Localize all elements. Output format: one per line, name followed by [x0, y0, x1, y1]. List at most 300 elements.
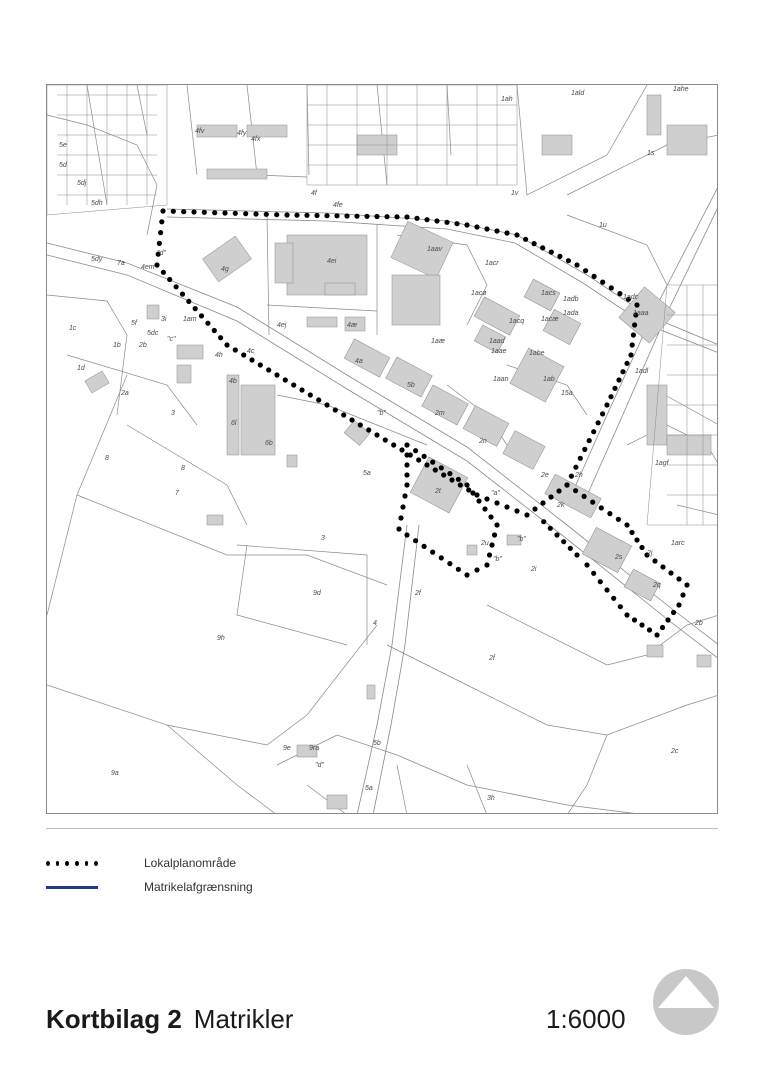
boundary-dot: [174, 284, 179, 289]
boundary-dot: [274, 372, 279, 377]
boundary-dot: [181, 209, 186, 214]
parcel-label: 2j: [647, 550, 653, 557]
parcel-label: 1adl: [635, 368, 649, 375]
boundary-dot: [193, 306, 198, 311]
road-label: "b": [493, 556, 502, 563]
parcel-label: 8: [105, 455, 109, 462]
parcel-label: 9ra: [309, 745, 320, 752]
boundary-dot: [632, 322, 637, 327]
boundary-dot: [404, 442, 409, 447]
parcel-label: 1abe: [529, 350, 545, 357]
boundary-dot: [344, 213, 349, 218]
boundary-dot: [294, 213, 299, 218]
boundary-dot: [243, 211, 248, 216]
parcel-label: 2a: [121, 390, 129, 397]
boundary-dot: [299, 387, 304, 392]
boundary-dot: [604, 587, 609, 592]
parcel-label: 4f: [311, 190, 317, 197]
boundary-dot: [504, 230, 509, 235]
boundary-dot: [160, 208, 165, 213]
parcel-label: 2t: [435, 488, 441, 495]
cadastral-map: [47, 85, 718, 814]
map-frame: [46, 84, 718, 814]
title-main: Kortbilag 2: [46, 1004, 182, 1034]
parcel-label: 1ab: [543, 376, 555, 383]
parcel-label: 15a: [561, 390, 573, 397]
parcel-label: 4ei: [327, 258, 337, 265]
parcel-label: 2c: [671, 748, 679, 755]
road-label: "a": [491, 490, 500, 497]
boundary-dot: [283, 377, 288, 382]
boundary-dot: [647, 627, 652, 632]
parcel-label: 1aad: [489, 338, 505, 345]
parcel-label: 3i: [161, 316, 167, 323]
parcel-label: 9e: [283, 745, 291, 752]
boundary-dot: [532, 506, 537, 511]
parcel-label: 1ah: [501, 96, 513, 103]
parcel-label: 1agf: [655, 460, 669, 467]
boundary-dot: [191, 209, 196, 214]
boundary-dot: [218, 335, 223, 340]
boundary-dot: [584, 562, 589, 567]
parcel-label: 1d: [77, 365, 85, 372]
boundary-dot: [631, 332, 636, 337]
legend-matrikel-label: Matrikelafgrænsning: [144, 880, 253, 894]
boundary-dot: [634, 537, 639, 542]
boundary-dot: [573, 488, 578, 493]
boundary-dot: [573, 465, 578, 470]
boundary-dot: [598, 579, 603, 584]
boundary-dot: [630, 342, 635, 347]
boundary-dot: [224, 342, 229, 347]
parcel-label: 4ej: [277, 322, 287, 329]
parcel-label: 5a: [365, 785, 373, 792]
boundary-dot: [222, 210, 227, 215]
boundary-dot: [167, 277, 172, 282]
parcel-label: 5b: [373, 740, 381, 747]
boundary-dot: [607, 511, 612, 516]
boundary-dot: [541, 519, 546, 524]
boundary-dot: [624, 522, 629, 527]
boundary-dot: [668, 570, 673, 575]
boundary-dot: [158, 230, 163, 235]
map-scale: 1:6000: [546, 1004, 626, 1034]
boundary-dot: [400, 504, 405, 509]
boundary-dot: [434, 218, 439, 223]
legend-plan-area-label: Lokalplanområde: [144, 856, 237, 870]
parcel-label: 5a: [363, 470, 371, 477]
boundary-dot: [639, 545, 644, 550]
parcel-label: 5dc: [147, 330, 159, 337]
boundary-dot: [416, 457, 421, 462]
boundary-dot: [652, 558, 657, 563]
boundary-dot: [616, 517, 621, 522]
boundary-dot: [404, 532, 409, 537]
parcel-label: 4: [373, 620, 377, 627]
boundary-dot: [612, 386, 617, 391]
boundary-dot: [634, 302, 639, 307]
boundary-dot: [157, 241, 162, 246]
boundary-dot: [444, 220, 449, 225]
parcel-label: 2f: [489, 655, 495, 662]
boundary-dot: [233, 347, 238, 352]
boundary-dot: [600, 411, 605, 416]
boundary-dot: [264, 212, 269, 217]
boundary-dot: [458, 482, 463, 487]
boundary-dot: [488, 514, 493, 519]
boundary-dot: [632, 617, 637, 622]
boundary-dot: [464, 572, 469, 577]
boundary-dot: [566, 258, 571, 263]
parcel-label: 4c: [247, 348, 255, 355]
boundary-dot: [449, 477, 454, 482]
parcel-label: 4fx: [251, 136, 261, 143]
parcel-label: 1adc: [623, 294, 639, 301]
boundary-dot: [333, 407, 338, 412]
map-title: [46, 1004, 293, 1035]
boundary-dot: [456, 567, 461, 572]
boundary-dot: [532, 241, 537, 246]
boundary-dot: [660, 564, 665, 569]
boundary-dot: [494, 500, 499, 505]
road-label: "d": [157, 250, 166, 257]
road-label: "b": [377, 410, 386, 417]
parcel-label: 1b: [113, 342, 121, 349]
parcel-label: 2h: [575, 472, 583, 479]
boundary-dot: [665, 617, 670, 622]
boundary-dot: [349, 417, 354, 422]
boundary-dot: [424, 217, 429, 222]
boundary-dot: [484, 562, 489, 567]
boundary-dot: [494, 522, 499, 527]
boundary-dot: [671, 610, 676, 615]
boundary-dot: [624, 361, 629, 366]
boundary-dot: [404, 482, 409, 487]
boundary-dot: [609, 285, 614, 290]
parcel-label: 1s: [647, 150, 655, 157]
parcel-label: 5e: [59, 142, 67, 149]
boundary-dot: [171, 209, 176, 214]
boundary-dot: [404, 214, 409, 219]
boundary-dot: [324, 402, 329, 407]
parcel-label: 1ahe: [673, 86, 689, 93]
boundary-dot: [404, 462, 409, 467]
boundary-dot: [476, 498, 481, 503]
building-footprints: [85, 95, 711, 809]
boundary-dot: [590, 500, 595, 505]
boundary-dot: [430, 460, 435, 465]
boundary-dot: [454, 221, 459, 226]
boundary-dot: [212, 210, 217, 215]
boundary-dot: [414, 216, 419, 221]
north-arrow-icon: [652, 968, 720, 1036]
boundary-dot: [676, 576, 681, 581]
boundary-dot: [433, 467, 438, 472]
parcel-label: 2b: [695, 620, 703, 627]
boundary-dot: [599, 505, 604, 510]
boundary-dot: [304, 213, 309, 218]
parcel-label: 6l: [231, 420, 237, 427]
boundary-dot: [617, 291, 622, 296]
parcel-label: 9a: [111, 770, 119, 777]
boundary-dot: [556, 488, 561, 493]
legend-item-plan-area: [46, 854, 236, 872]
boundary-dot: [569, 474, 574, 479]
boundary-dot: [561, 539, 566, 544]
parcel-label: 2s: [615, 554, 623, 561]
boundary-dot: [241, 352, 246, 357]
boundary-dot: [316, 397, 321, 402]
parcel-label: 5b: [407, 382, 415, 389]
boundary-dot: [591, 429, 596, 434]
parcel-label: 2k: [557, 502, 565, 509]
parcel-label: 1acø: [471, 290, 487, 297]
boundary-dot: [618, 604, 623, 609]
title-sub: Matrikler: [193, 1004, 294, 1034]
boundary-dot: [366, 427, 371, 432]
boundary-dot: [582, 447, 587, 452]
boundary-dot: [439, 555, 444, 560]
boundary-dot: [680, 592, 685, 597]
boundary-dot: [186, 299, 191, 304]
boundary-dot: [324, 213, 329, 218]
boundary-dot: [447, 471, 452, 476]
parcel-label: 1aae: [491, 348, 507, 355]
parcel-label: 1u: [599, 222, 607, 229]
boundary-dot: [596, 420, 601, 425]
boundary-dot: [334, 213, 339, 218]
boundary-dot: [574, 552, 579, 557]
parcel-label: 6b: [265, 440, 273, 447]
parcel-label: 5dj: [77, 180, 87, 187]
boundary-dot: [341, 412, 346, 417]
parcel-label: 2n: [479, 438, 487, 445]
parcel-label: 1adb: [563, 296, 579, 303]
boundary-dot: [212, 328, 217, 333]
boundary-dot: [523, 237, 528, 242]
boundary-dot: [364, 214, 369, 219]
boundary-dot: [284, 212, 289, 217]
boundary-dot: [604, 402, 609, 407]
boundary-dot: [266, 367, 271, 372]
boundary-dot: [447, 561, 452, 566]
parcel-boundaries: [47, 85, 718, 814]
boundary-dot: [202, 210, 207, 215]
boundary-dot: [514, 232, 519, 237]
boundary-dot: [492, 532, 497, 537]
boundary-dot: [474, 567, 479, 572]
legend-divider: [46, 828, 718, 829]
parcel-label: 1aæ: [431, 338, 446, 345]
parcel-label: 4b: [229, 378, 237, 385]
parcel-label: 1aav: [427, 246, 443, 253]
boundary-dot: [383, 437, 388, 442]
boundary-dot: [464, 222, 469, 227]
boundary-dot: [430, 550, 435, 555]
parcel-label: 4h: [215, 352, 223, 359]
boundary-dot: [654, 632, 659, 637]
boundary-dot: [600, 280, 605, 285]
boundary-dot: [514, 508, 519, 513]
boundary-dot: [249, 357, 254, 362]
boundary-dot: [396, 526, 401, 531]
parcel-label: 5f: [131, 320, 137, 327]
boundary-dot: [494, 228, 499, 233]
road-label: "b": [517, 536, 526, 543]
boundary-dot: [199, 313, 204, 318]
boundary-dot: [608, 394, 613, 399]
boundary-dot: [358, 422, 363, 427]
parcel-label: 4æ: [347, 322, 358, 329]
parcel-label: 8: [181, 465, 185, 472]
boundary-dot: [398, 515, 403, 520]
boundary-dot: [540, 245, 545, 250]
parcel-label: 4fe: [333, 202, 343, 209]
boundary-dot: [374, 432, 379, 437]
boundary-dot: [253, 211, 258, 216]
boundary-dot: [439, 465, 444, 470]
boundary-dot: [391, 442, 396, 447]
boundary-dot: [504, 504, 509, 509]
boundary-dot: [456, 477, 461, 482]
boundary-dot: [274, 212, 279, 217]
boundary-dot: [660, 625, 665, 630]
boundary-dot: [314, 213, 319, 218]
boundary-dot: [466, 487, 471, 492]
parcel-label: 1acr: [485, 260, 499, 267]
boundary-dot: [384, 214, 389, 219]
boundary-dot: [180, 292, 185, 297]
parcel-label: 1am: [183, 316, 197, 323]
road-label: "c": [167, 336, 176, 343]
boundary-dot: [592, 274, 597, 279]
boundary-dot: [548, 494, 553, 499]
boundary-dot: [484, 226, 489, 231]
boundary-dot: [233, 211, 238, 216]
boundary-dot: [616, 377, 621, 382]
boundary-dot: [205, 321, 210, 326]
parcel-label: 9d: [313, 590, 321, 597]
parcel-label: 2m: [435, 410, 445, 417]
parcel-label: 1acq: [509, 318, 525, 325]
parcel-label: 2q: [653, 582, 661, 589]
parcel-label: 2i: [531, 566, 537, 573]
boundary-dot: [540, 500, 545, 505]
boundary-dot: [161, 270, 166, 275]
parcel-label: 5dy: [91, 256, 103, 263]
parcel-label: 5d: [59, 162, 67, 169]
parcel-label: 1v: [511, 190, 519, 197]
boundary-dot: [578, 456, 583, 461]
parcel-label: 2e: [541, 472, 549, 479]
boundary-dot: [399, 447, 404, 452]
boundary-dot: [676, 602, 681, 607]
boundary-dot: [422, 544, 427, 549]
boundary-dot: [487, 552, 492, 557]
boundary-dot: [628, 352, 633, 357]
boundary-dot: [441, 472, 446, 477]
boundary-dot: [308, 392, 313, 397]
parcel-label: 3: [171, 410, 175, 417]
boundary-dot: [639, 622, 644, 627]
boundary-dot: [404, 472, 409, 477]
boundary-dot: [354, 214, 359, 219]
boundary-dot: [374, 214, 379, 219]
boundary-dot: [402, 493, 407, 498]
boundary-dot: [258, 362, 263, 367]
boundary-dot: [484, 496, 489, 501]
parcel-label: 2b: [139, 342, 147, 349]
boundary-dot: [424, 462, 429, 467]
boundary-dot: [470, 490, 475, 495]
boundary-dot: [587, 438, 592, 443]
boundary-dot: [564, 482, 569, 487]
parcel-label: 1ald: [571, 90, 585, 97]
parcel-label: 5dh: [91, 200, 103, 207]
parcel-label: 4fv: [195, 128, 205, 135]
boundary-dot: [624, 612, 629, 617]
parcel-label: 7: [175, 490, 179, 497]
boundary-dot: [489, 542, 494, 547]
boundary-dot: [554, 532, 559, 537]
boundary-dot: [291, 382, 296, 387]
parcel-label: 1aan: [493, 376, 509, 383]
boundary-dot: [684, 582, 689, 587]
boundary-dot: [574, 262, 579, 267]
parcel-label: 1acs: [541, 290, 556, 297]
parcel-label: 9h: [217, 635, 225, 642]
road-label: "d": [315, 762, 324, 769]
boundary-dot: [474, 224, 479, 229]
boundary-dot: [582, 494, 587, 499]
parcel-label: 2u: [481, 540, 489, 547]
parcel-label: 3h: [487, 795, 495, 802]
boundary-dot: [591, 571, 596, 576]
parcel-label: 7a: [117, 260, 125, 267]
parcel-label: 4fy: [237, 130, 247, 137]
boundary-dot: [524, 512, 529, 517]
road-lines: [47, 185, 718, 814]
parcel-label: 1acæ: [541, 316, 559, 323]
boundary-dot: [557, 254, 562, 259]
boundary-dot: [482, 506, 487, 511]
boundary-dot: [464, 482, 469, 487]
boundary-dot: [629, 530, 634, 535]
boundary-dot: [611, 596, 616, 601]
parcel-label: 4a: [355, 358, 363, 365]
parcel-label: 3: [321, 535, 325, 542]
boundary-dot: [422, 454, 427, 459]
parcel-label: 1aaa: [633, 310, 649, 317]
boundary-dot: [404, 452, 409, 457]
boundary-dot: [394, 214, 399, 219]
dotted-line-icon: [46, 854, 98, 872]
parcel-label: 4em: [141, 264, 155, 271]
parcel-label: 2f: [415, 590, 421, 597]
boundary-dot: [568, 546, 573, 551]
parcel-label: 1arc: [671, 540, 685, 547]
boundary-dot: [413, 448, 418, 453]
parcel-label: 4g: [221, 266, 229, 273]
boundary-dot: [548, 526, 553, 531]
boundary-dot: [620, 369, 625, 374]
boundary-dot: [549, 250, 554, 255]
parcel-label: 1c: [69, 325, 77, 332]
boundary-dot: [413, 538, 418, 543]
boundary-dot: [154, 262, 159, 267]
boundary-dot: [159, 219, 164, 224]
boundary-dot: [583, 268, 588, 273]
